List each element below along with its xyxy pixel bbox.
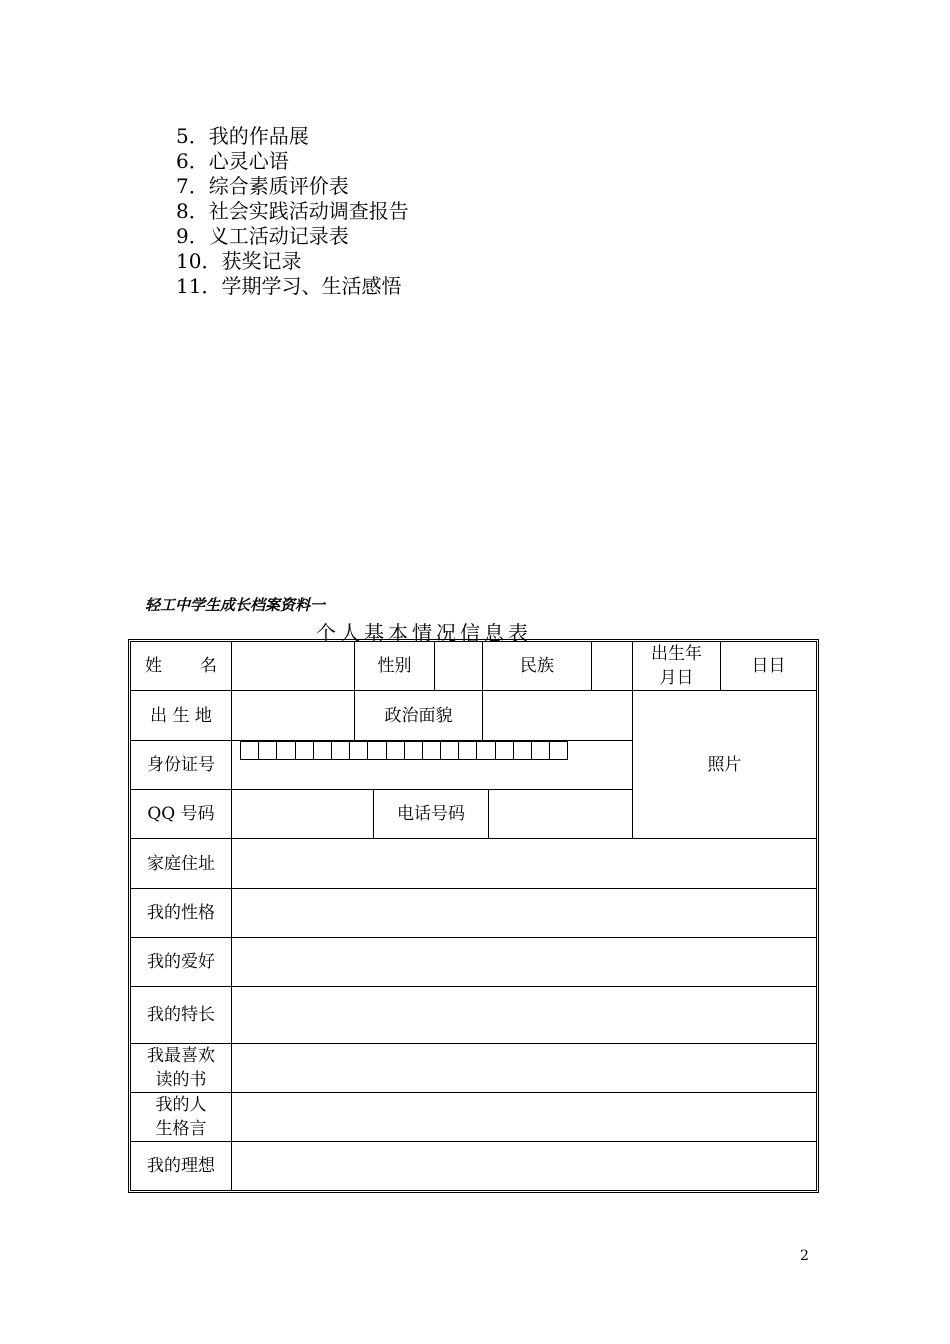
id-digit-box[interactable] [313,741,332,760]
id-digit-box[interactable] [440,741,459,760]
dob-field[interactable]: 日日 [721,642,816,691]
political-status-field[interactable] [483,691,633,741]
toc-item: 7．综合素质评价表 [176,174,349,198]
id-digit-box[interactable] [422,741,441,760]
id-digit-box[interactable] [531,741,550,760]
id-digit-box[interactable] [513,741,532,760]
name-label-part: 姓 [145,656,162,676]
id-digit-box[interactable] [458,741,477,760]
birthplace-field[interactable] [232,691,355,741]
toc-item: 9．义工活动记录表 [176,224,349,248]
birthplace-label: 出 生 地 [131,691,232,741]
hobby-label: 我的爱好 [131,938,232,987]
ethnicity-label: 民族 [483,642,592,691]
page-number: 2 [800,1248,809,1264]
address-field[interactable] [232,839,816,889]
favorite-book-label: 我最喜欢读的书 [131,1044,232,1093]
gender-field[interactable] [435,642,483,691]
toc-item: 6．心灵心语 [176,149,289,173]
id-digit-box[interactable] [549,741,568,760]
qq-field[interactable] [232,790,374,839]
motto-label: 我的人生格言 [131,1093,232,1142]
name-label-part: 名 [200,656,217,676]
political-status-label: 政治面貌 [355,691,483,741]
toc-item: 8．社会实践活动调查报告 [176,199,409,223]
table-of-contents [176,124,409,299]
form-title: 个人基本情况信息表 [316,621,532,645]
personality-label: 我的性格 [131,889,232,938]
id-digit-box[interactable] [240,741,259,760]
talent-label: 我的特长 [131,987,232,1044]
ethnicity-field[interactable] [592,642,633,691]
gender-label: 性别 [355,642,435,691]
id-digit-box[interactable] [331,741,350,760]
favorite-book-field[interactable] [232,1044,816,1093]
id-number-label: 身份证号 [131,741,232,790]
photo-box[interactable]: 照片 [633,691,816,839]
id-digit-box[interactable] [404,741,423,760]
id-digit-box[interactable] [276,741,295,760]
motto-field[interactable] [232,1093,816,1142]
id-digit-box[interactable] [386,741,405,760]
dob-label: 出生年月日 [633,642,721,691]
talent-field[interactable] [232,987,816,1044]
ideal-label: 我的理想 [131,1142,232,1190]
info-form [130,641,817,1191]
name-field[interactable] [232,642,355,691]
toc-item: 10．获奖记录 [176,249,302,273]
phone-label: 电话号码 [374,790,489,839]
id-number-boxes[interactable] [240,741,567,760]
ideal-field[interactable] [232,1142,816,1190]
id-digit-box[interactable] [367,741,386,760]
qq-label: QQ 号码 [131,790,232,839]
phone-field[interactable] [489,790,633,839]
toc-item: 5．我的作品展 [176,124,309,148]
id-digit-box[interactable] [495,741,514,760]
id-digit-box[interactable] [258,741,277,760]
toc-item: 11．学期学习、生活感悟 [176,274,402,298]
address-label: 家庭住址 [131,839,232,889]
hobby-field[interactable] [232,938,816,987]
name-label [131,642,232,691]
id-digit-box[interactable] [476,741,495,760]
personality-field[interactable] [232,889,816,938]
id-digit-box[interactable] [295,741,314,760]
id-digit-box[interactable] [349,741,368,760]
section-subtitle: 轻工中学生成长档案资料一 [145,596,326,614]
